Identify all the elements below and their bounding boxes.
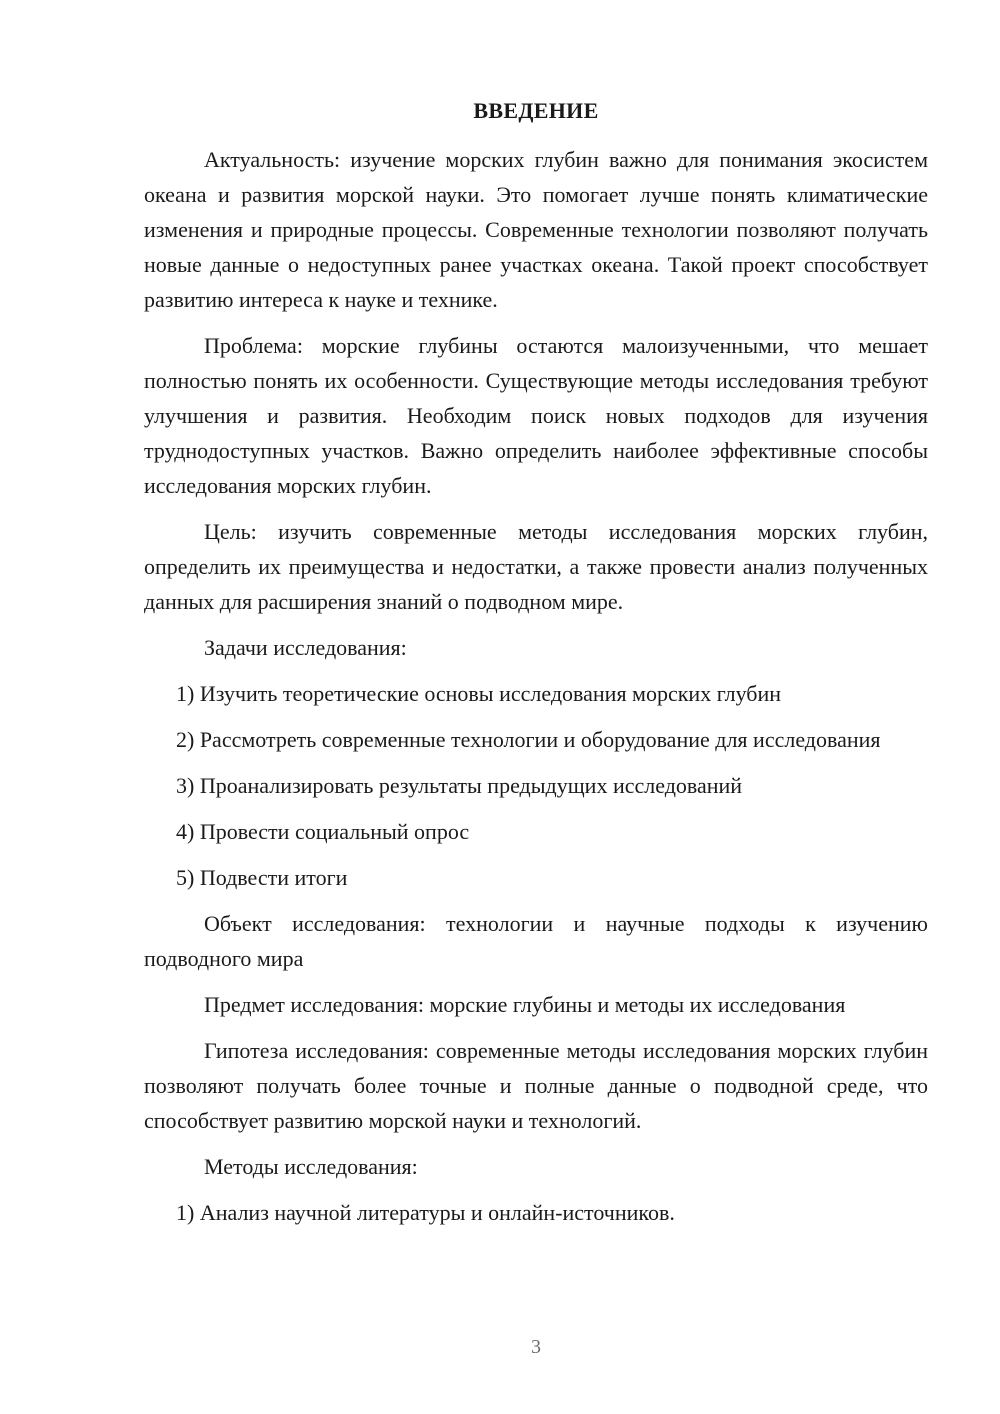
task-item: 2) Рассмотреть современные технологии и оборудование для исследования [176,727,881,752]
task-item: 3) Проанализировать результаты предыдущих исследований [176,773,743,798]
task-item: 4) Провести социальный опрос [176,819,470,844]
task-item: 5) Подвести итоги [176,865,348,890]
methods-heading: Методы исследования: [204,1154,418,1179]
document-page [144,0,928,1414]
page-number: 3 [531,1336,541,1358]
subject-paragraph: Предмет исследования: морские глубины и методы их исследования [204,992,846,1017]
object-paragraph: Объект исследования: технологии и научные подходы к изучению подводного мира [144,911,928,971]
task-item: 1) Изучить теоретические основы исследования морских глубин [176,681,782,706]
hypothesis-paragraph: Гипотеза исследования: современные методы исследования морских глубин позволяют получать более точные и полные данные о подводной среде, что способствует развитию морской науки и технологий. [144,1038,928,1133]
method-item: 1) Анализ научной литературы и онлайн-источников. [176,1200,675,1225]
document-body [144,142,928,1241]
relevance-paragraph: Актуальность: изучение морских глубин важно для понимания экосистем океана и развития морской науки. Это помогает лучше понять климатические изменения и природные процессы. Современные технологии позволяют получать новые данные о недоступных ранее участках океана. Такой проект способствует развитию интереса к науке и технике. [144,147,928,312]
page-title: ВВЕДЕНИЕ [473,98,599,123]
tasks-heading: Задачи исследования: [204,635,407,660]
problem-paragraph: Проблема: морские глубины остаются малоизученными, что мешает полностью понять их особенности. Существующие методы исследования требуют улучшения и развития. Необходим поиск новых подходов для изучения труднодоступных участков. Важно определить наиболее эффективные способы исследования морских глубин. [144,333,928,498]
goal-paragraph: Цель: изучить современные методы исследования морских глубин, определить их преимущества и недостатки, а также провести анализ полученных данных для расширения знаний о подводном мире. [144,519,928,614]
